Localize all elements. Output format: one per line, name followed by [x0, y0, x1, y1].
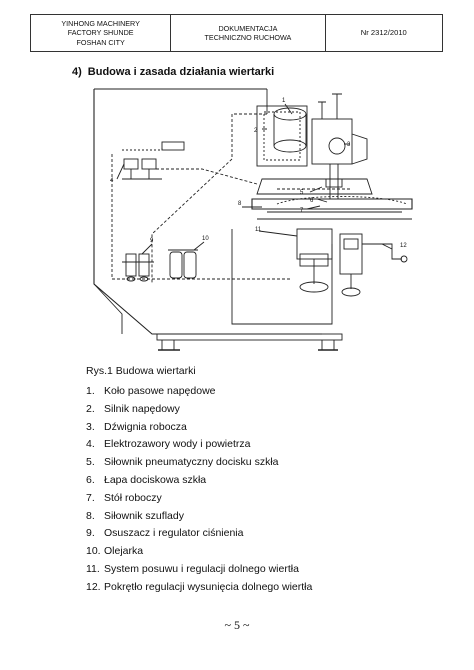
- list-item: 11. System posuwu i regulacji dolnego wiertła: [86, 562, 299, 575]
- callout-12: 12: [400, 243, 407, 249]
- callout-10: 10: [202, 236, 209, 242]
- page-number: ~ 5 ~: [224, 618, 250, 632]
- callout-9: 9: [150, 238, 154, 244]
- list-item: 9. Osuszacz i regulator ciśnienia: [86, 527, 244, 540]
- company-cell: [31, 15, 171, 51]
- callout-2: 2: [254, 128, 258, 134]
- callout-1: 1: [282, 98, 286, 104]
- section-heading: [72, 66, 274, 78]
- callout-5: 5: [300, 190, 304, 196]
- callout-3: 3: [347, 142, 351, 148]
- list-item: 10. Olejarka: [86, 545, 144, 558]
- callout-11: 11: [255, 227, 262, 233]
- list-item: 5. Siłownik pneumatyczny docisku szkła: [86, 456, 279, 469]
- drilling-machine-drawing: [82, 84, 422, 356]
- company-line-3: FOSHAN CITY: [76, 37, 125, 47]
- list-item: 12. Pokrętło regulacji wysunięcia dolnego wiertła: [86, 580, 313, 593]
- list-item: 4. Elektrozawory wody i powietrza: [86, 438, 251, 451]
- list-item: 8. Siłownik szuflady: [86, 509, 184, 522]
- callout-8: 8: [238, 201, 242, 207]
- company-line-1: YINHONG MACHINERY: [61, 18, 140, 28]
- callout-6: 6: [310, 198, 314, 204]
- callout-7: 7: [300, 208, 304, 214]
- list-item: 3. Dźwignia robocza: [86, 420, 187, 433]
- document-header: [30, 14, 443, 52]
- doc-number-cell: [326, 15, 442, 51]
- section-title: Budowa i zasada działania wiertarki: [87, 66, 275, 78]
- list-item: 7. Stół roboczy: [86, 491, 162, 504]
- parts-legend: [86, 383, 312, 597]
- company-line-2: FACTORY SHUNDE: [67, 28, 134, 38]
- list-item: 2. Silnik napędowy: [86, 402, 180, 415]
- list-item: 1. Koło pasowe napędowe: [86, 385, 216, 397]
- doc-title-line-2: TECHNICZNO RUCHOWA: [204, 33, 292, 42]
- doc-number: Nr 2312/2010: [360, 28, 407, 38]
- list-item: 6. Łapa dociskowa szkła: [86, 473, 207, 486]
- doc-title-cell: [171, 15, 325, 51]
- figure-caption: Rys.1 Budowa wiertarki: [86, 365, 196, 377]
- callout-4: 4: [110, 178, 114, 184]
- doc-title-line-1: DOKUMENTACJA: [218, 23, 278, 33]
- section-number: 4): [72, 66, 82, 78]
